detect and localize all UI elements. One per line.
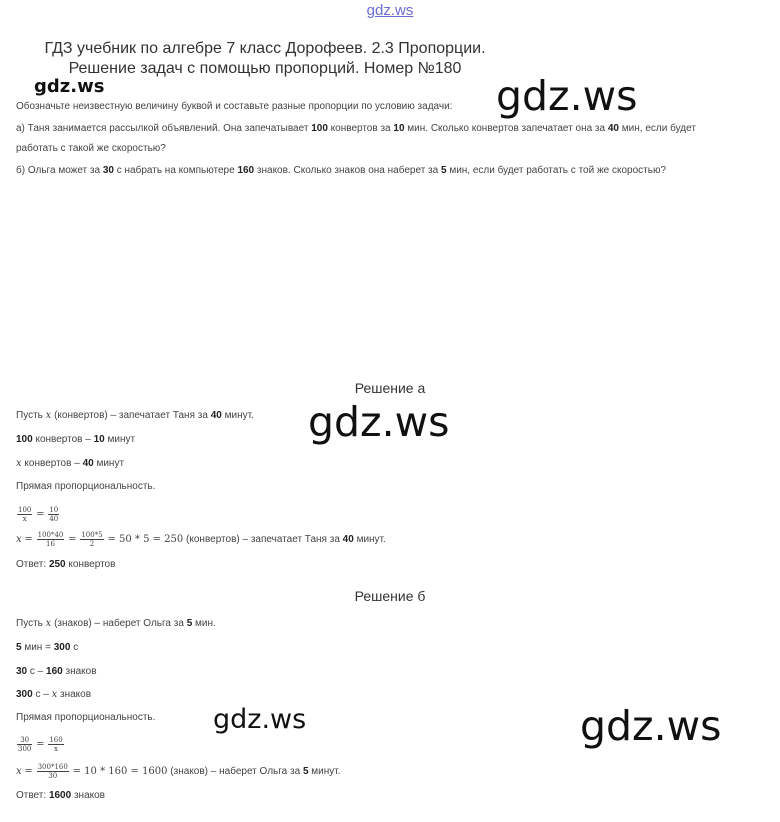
page-title-line2: Решение задач с помощью пропорций. Номер №180 bbox=[68, 60, 462, 77]
fraction: $\frac{100*40}{16}$ bbox=[37, 531, 64, 548]
solution-a-line3: x конвертов – 40 минут bbox=[16, 458, 125, 469]
solution-a-line4: Прямая пропорциональность. bbox=[16, 481, 156, 492]
solution-b-proportion: $\frac{30}{300}$ = $\frac{160}{x}$ bbox=[18, 736, 63, 753]
solution-b-calc: x = $\frac{300*160}{30}$ = 10 * 160 = 1600 (знаков) – наберет Ольга за 5 минут. bbox=[16, 763, 341, 780]
solution-b-line4: 300 с – x знаков bbox=[16, 689, 92, 700]
problem-a-line2: работать с такой же скоростью? bbox=[16, 143, 166, 154]
problem-intro: Обозначьте неизвестную величину буквой и составьте разные пропорции по условию задачи: bbox=[16, 101, 453, 112]
solution-a-line2: 100 конвертов – 10 минут bbox=[16, 434, 136, 445]
problem-b-line: б) Ольга может за 30 с набрать на компьютере 160 знаков. Сколько знаков она наберет за 5 мин, если будет работать с той же скоростью? bbox=[16, 165, 667, 176]
fraction: $\frac{30}{300}$ bbox=[18, 736, 32, 753]
solution-b-answer: Ответ: 1600 знаков bbox=[16, 790, 105, 801]
fraction: $\frac{100*5}{2}$ bbox=[81, 531, 103, 548]
solution-a-answer: Ответ: 250 конвертов bbox=[16, 559, 116, 570]
solution-b-heading: Решение б bbox=[354, 588, 426, 604]
fraction: $\frac{300*160}{30}$ bbox=[37, 763, 68, 780]
solution-b-line2: 5 мин = 300 с bbox=[16, 642, 79, 653]
watermark-small-1: gdz.ws bbox=[34, 76, 105, 97]
solution-b-line5: Прямая пропорциональность. bbox=[16, 712, 156, 723]
problem-a-line1: а) Таня занимается рассылкой объявлений. Она запечатывает 100 конвертов за 10 мин. Сколько конвертов запечатает она за 40 мин, если будет bbox=[16, 123, 696, 134]
page-title-line1: ГДЗ учебник по алгебре 7 класс Дорофеев. 2.3 Пропорции. bbox=[44, 40, 486, 57]
watermark-large-3: gdz.ws bbox=[580, 702, 722, 750]
fraction: $\frac{100}{x}$ bbox=[18, 506, 32, 523]
watermark-top-link[interactable]: gdz.ws bbox=[366, 2, 414, 19]
solution-b-line1: Пусть x (знаков) – наберет Ольга за 5 мин. bbox=[16, 618, 216, 629]
solution-a-heading: Решение а bbox=[354, 380, 426, 396]
solution-a-line1: Пусть x (конвертов) – запечатает Таня за 40 минут. bbox=[16, 410, 254, 421]
watermark-large-2: gdz.ws bbox=[308, 398, 450, 446]
fraction: $\frac{160}{x}$ bbox=[49, 736, 63, 753]
solution-b-line3: 30 с – 160 знаков bbox=[16, 666, 97, 677]
solution-a-calc: x = $\frac{100*40}{16}$ = $\frac{100*5}{2}$ = 50 * 5 = 250 (конвертов) – запечатает Таня за 40 минут. bbox=[16, 531, 386, 548]
fraction: $\frac{10}{40}$ bbox=[49, 506, 59, 523]
watermark-large-1: gdz.ws bbox=[496, 72, 638, 120]
watermark-medium: gdz.ws bbox=[213, 704, 307, 735]
solution-a-proportion: $\frac{100}{x}$ = $\frac{10}{40}$ bbox=[18, 506, 59, 523]
